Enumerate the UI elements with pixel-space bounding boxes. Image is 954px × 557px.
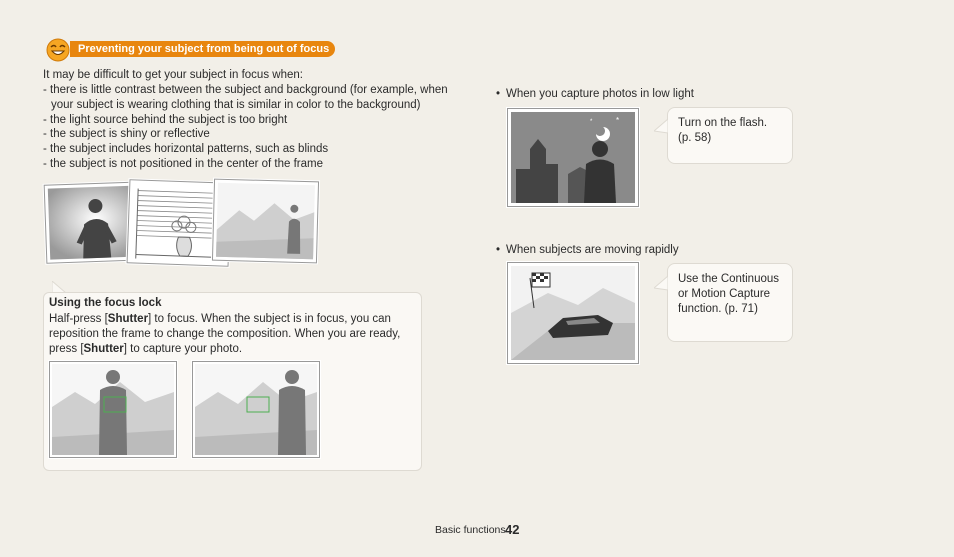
shutter-key: Shutter	[107, 313, 149, 325]
smiley-icon	[46, 38, 70, 62]
svg-text:*: *	[616, 116, 620, 125]
footer-section-label: Basic functions	[435, 524, 506, 536]
focus-lock-title: Using the focus lock	[49, 297, 162, 309]
low-light-photo	[507, 108, 639, 207]
low-light-bullet: • When you capture photos in low light	[496, 88, 694, 100]
page-number: 42	[505, 522, 520, 537]
moving-bullet: • When subjects are moving rapidly	[496, 244, 679, 256]
intro-text: It may be difficult to get your subject in focus when:	[43, 69, 303, 81]
focus-lock-text: Half-press [Shutter] to focus. When the subject is in focus, you can reposition the frame to change the composition. When you are ready, press [Shutter] to capture your photo.	[49, 313, 401, 355]
list-item: - there is little contrast between the subject and background (for example, when your subject is wearing clothing that is similar in color to the background)	[43, 83, 453, 113]
bubble-tail	[654, 276, 668, 292]
moving-car-photo	[507, 262, 639, 364]
mountain-subject-photo	[212, 179, 319, 264]
list-item: - the subject includes horizontal patterns, such as blinds	[43, 142, 453, 157]
list-item: - the subject is not positioned in the center of the frame	[43, 157, 453, 172]
focus-lock-photo-2	[192, 361, 320, 458]
low-light-tip: Turn on the flash. (p. 58)	[667, 107, 793, 164]
bubble-tail	[654, 119, 668, 135]
moving-tip: Use the Continuous or Motion Capture function. (p. 71)	[667, 263, 793, 342]
focus-lock-photo-1	[49, 361, 177, 458]
section-title: Preventing your subject from being out of focus	[70, 41, 335, 57]
list-item: - the subject is shiny or reflective	[43, 127, 453, 142]
svg-text:*: *	[590, 119, 593, 125]
shutter-key: Shutter	[83, 343, 124, 355]
list-item: - the light source behind the subject is too bright	[43, 113, 453, 128]
conditions-list	[43, 83, 453, 172]
